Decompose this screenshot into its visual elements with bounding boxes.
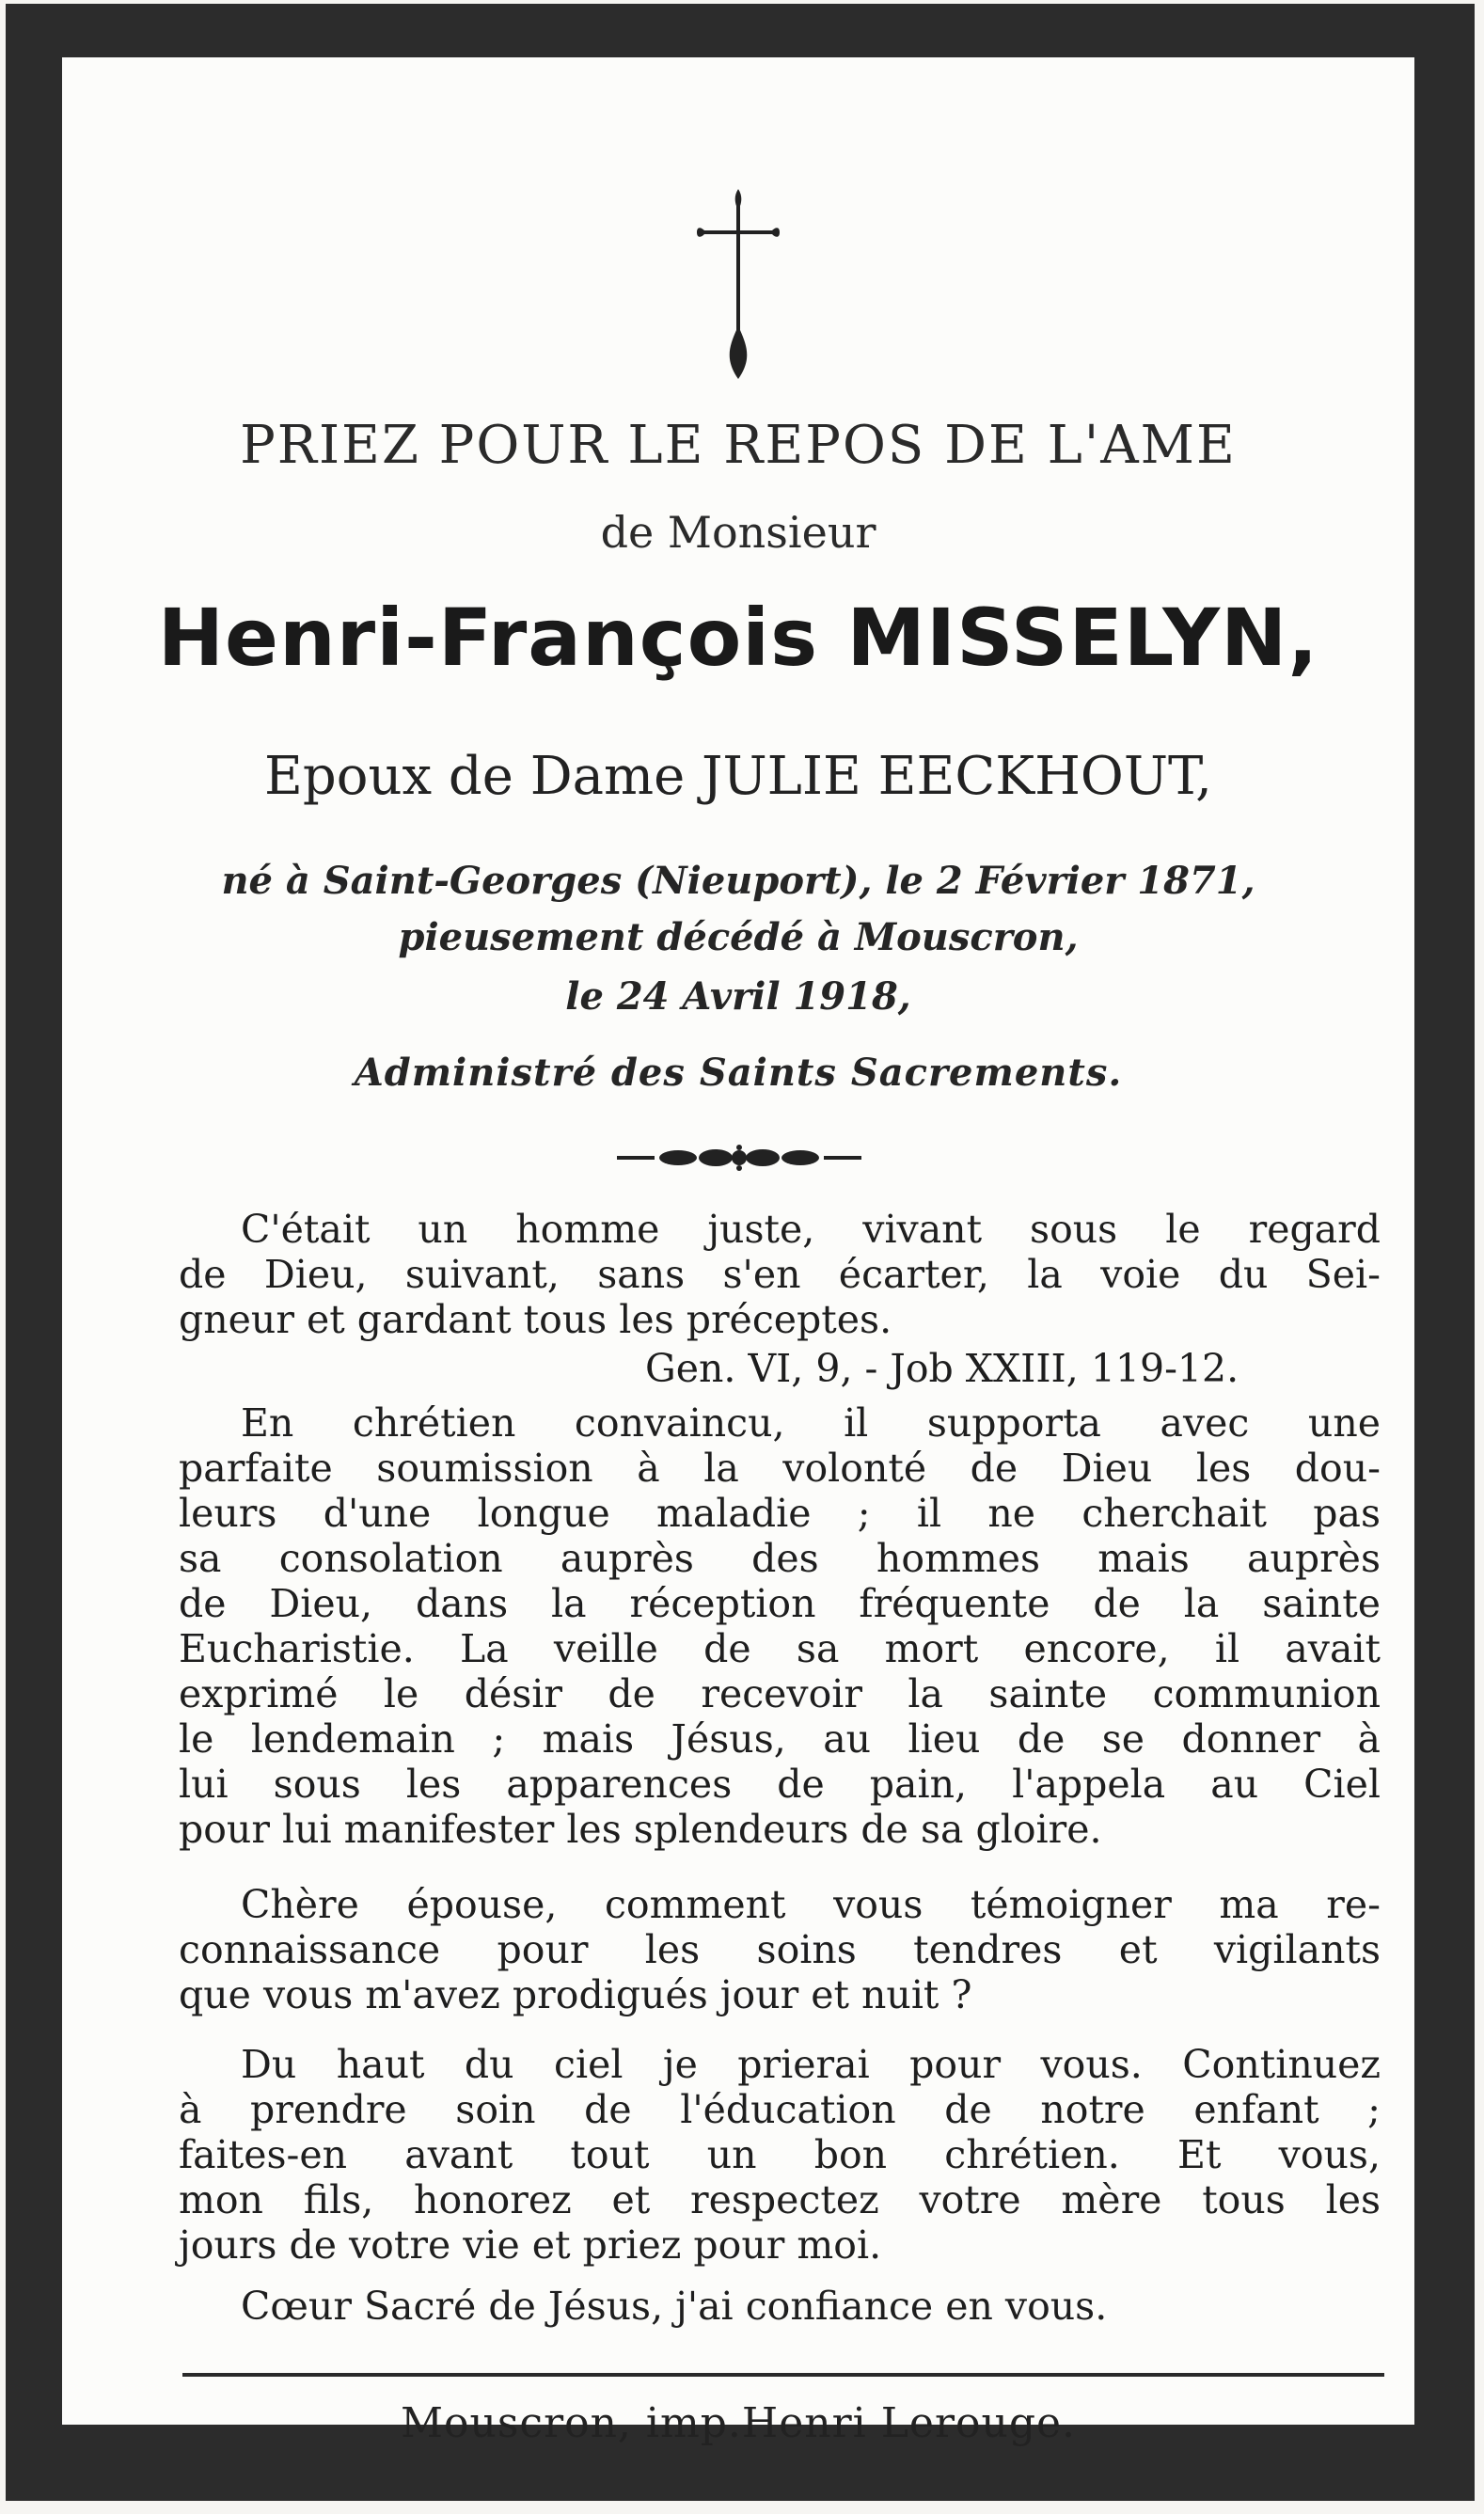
birth-line: né à Saint-Georges (Nieuport), le 2 Février 1871, bbox=[221, 859, 1255, 903]
prayer-heading: PRIEZ POUR LE REPOS DE L'AME bbox=[240, 415, 1237, 476]
paragraph-spouse bbox=[179, 1882, 1381, 2017]
text-line: leurs d'une longue maladie ; il ne cherchait pas bbox=[179, 1491, 1381, 1536]
text-line: jours de votre vie et priez pour moi. bbox=[179, 2222, 882, 2268]
text-line: gneur et gardant tous les préceptes. bbox=[179, 1297, 892, 1342]
text-line: sa consolation auprès des hommes mais auprès bbox=[179, 1536, 1381, 1581]
text-line: parfaite soumission à la volonté de Dieu les dou- bbox=[179, 1446, 1381, 1491]
text-line: de Dieu, dans la réception fréquente de la sainte bbox=[179, 1581, 1381, 1626]
text-line: Cœur Sacré de Jésus, j'ai confiance en vous. bbox=[241, 2284, 1108, 2329]
death-date-line: le 24 Avril 1918, bbox=[565, 974, 911, 1019]
death-line: pieusement décédé à Mouscron, bbox=[398, 915, 1079, 959]
paragraph-prayer bbox=[179, 2284, 1381, 2329]
memorial-card bbox=[62, 57, 1414, 2447]
text-line: mon fils, honorez et respectez votre mère tous les bbox=[179, 2177, 1381, 2222]
text-line: C'était un homme juste, vivant sous le regard bbox=[241, 1207, 1381, 1252]
text-line: exprimé le désir de recevoir la sainte communion bbox=[179, 1671, 1381, 1716]
ornament-divider bbox=[617, 1144, 861, 1176]
spouse-line: Epoux de Dame JULIE EECKHOUT, bbox=[264, 746, 1212, 807]
text-line: de Dieu, suivant, sans s'en écarter, la voie du Sei- bbox=[179, 1252, 1381, 1297]
text-line: Du haut du ciel je prierai pour vous. Continuez bbox=[241, 2042, 1381, 2087]
salutation: de Monsieur bbox=[600, 507, 876, 558]
text-line: connaissance pour les soins tendres et vigilants bbox=[179, 1927, 1381, 1972]
footer-rule bbox=[182, 2373, 1384, 2377]
text-line: faites-en avant tout un bon chrétien. Et vous, bbox=[179, 2132, 1381, 2177]
paragraph-son bbox=[179, 2042, 1381, 2268]
text-line: Chère épouse, comment vous témoigner ma re- bbox=[241, 1882, 1381, 1927]
text-line: le lendemain ; mais Jésus, au lieu de se donner à bbox=[179, 1716, 1381, 1762]
text-line: pour lui manifester les splendeurs de sa gloire. bbox=[179, 1807, 1102, 1852]
scripture-reference: Gen. VI, 9, - Job XXIII, 119-12. bbox=[645, 1346, 1239, 1391]
sacraments-line: Administré des Saints Sacrements. bbox=[354, 1051, 1123, 1095]
text-line: Eucharistie. La veille de sa mort encore, il avait bbox=[179, 1626, 1381, 1671]
paragraph-faith bbox=[179, 1400, 1381, 1852]
text-line: que vous m'avez prodigués jour et nuit ? bbox=[179, 1972, 972, 2017]
paragraph-righteous bbox=[179, 1207, 1381, 1342]
printer-imprint: Mouscron, imp.Henri Lerouge. bbox=[400, 2399, 1077, 2447]
text-line: à prendre soin de l'éducation de notre enfant ; bbox=[179, 2087, 1381, 2132]
text-line: En chrétien convaincu, il supporta avec une bbox=[241, 1400, 1381, 1446]
deceased-name: Henri-François MISSELYN, bbox=[157, 592, 1319, 684]
text-line: lui sous les apparences de pain, l'appela au Ciel bbox=[179, 1762, 1381, 1807]
